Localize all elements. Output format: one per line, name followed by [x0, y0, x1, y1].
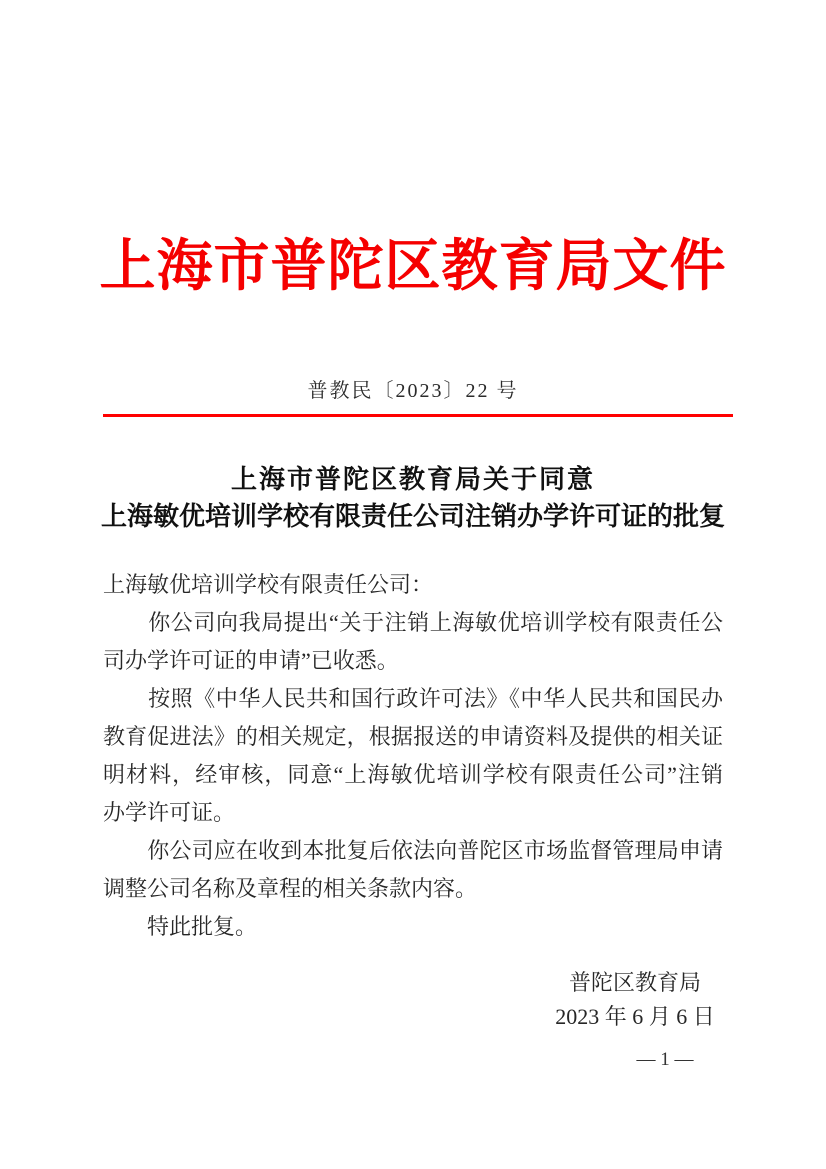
- red-divider-line: [103, 414, 733, 417]
- body-line: 特此批复。: [103, 914, 258, 939]
- document-title-line-2: 上海敏优培训学校有限责任公司注销办学许可证的批复: [100, 501, 725, 531]
- document-title: [0, 461, 826, 535]
- signature-block: [450, 966, 820, 1034]
- body-line: 办学许可证。: [103, 800, 236, 825]
- agency-letterhead-title: 上海市普陀区教育局文件: [99, 236, 727, 298]
- body-line: 你公司向我局提出“关于注销上海敏优培训学校有限责任公: [103, 610, 723, 635]
- body-line: 明材料，经审核，同意“上海敏优培训学校有限责任公司”注销: [103, 762, 723, 787]
- document-reference-number: 普教民〔2023〕22 号: [307, 380, 519, 402]
- body-line: 你公司应在收到本批复后依法向普陀区市场监督管理局申请: [103, 838, 723, 863]
- body-line: 上海敏优培训学校有限责任公司：: [103, 572, 434, 597]
- signature-organization: 普陀区教育局: [568, 970, 701, 995]
- body-line: 按照《中华人民共和国行政许可法》《中华人民共和国民办: [103, 686, 723, 711]
- body-line: 教育促进法》的相关规定，根据报送的申请资料及提供的相关证: [103, 724, 723, 749]
- document-title-line-1: 上海市普陀区教育局关于同意: [230, 464, 595, 494]
- signature-date: 2023 年 6 月 6 日: [555, 1004, 715, 1029]
- document-body: [103, 566, 723, 946]
- body-line: 调整公司名称及章程的相关条款内容。: [103, 876, 478, 901]
- page-number: — 1 —: [636, 1049, 694, 1070]
- body-line: 司办学许可证的申请”已收悉。: [103, 648, 399, 673]
